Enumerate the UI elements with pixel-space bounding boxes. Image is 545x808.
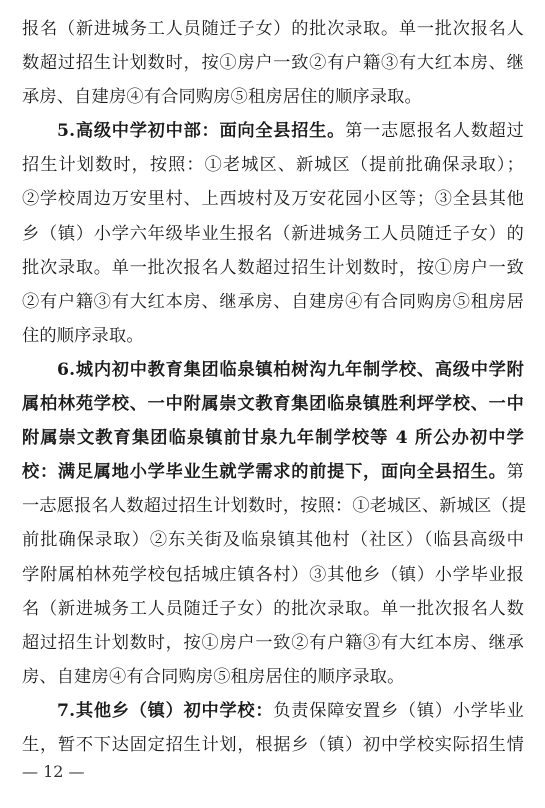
paragraph-line: 生，暂不下达固定招生计划，根据乡（镇）初中学校实际招生情	[22, 735, 524, 755]
paragraph-line: 承房、自建房④有合同购房⑤租房居住的顺序录取。	[22, 87, 422, 108]
paragraph-line: 前批确保录取）②东关街及临泉镇其他村（社区）（临县高级中	[22, 530, 524, 551]
section-6-heading-line: 属柏林苑学校、一中附属崇文教育集团临泉镇胜利坪学校、一中	[22, 394, 524, 415]
paragraph-line: 一志愿报名人数超过招生计划数时，按照：①老城区、新城区（提	[22, 496, 527, 517]
section-5-heading-line: 5.高级中学初中部：面向全县招生。第一志愿报名人数超过	[57, 121, 524, 142]
section-6-heading-line	[57, 355, 524, 385]
paragraph-line: 住的顺序录取。	[22, 325, 144, 346]
paragraph-line: 报名（新进城务工人员随迁子女）的批次录取。单一批次报名人	[22, 19, 524, 39]
section-6-heading: 6.城内初中教育集团临泉镇柏树沟九年制学校、高级中学附	[57, 359, 524, 380]
paragraph-line: 房、自建房④有合同购房⑤租房居住的顺序录取。	[22, 666, 405, 687]
section-7-heading: 7.其他乡（镇）初中学校：	[57, 700, 274, 721]
paragraph-line: 数超过招生计划数时，按①房户一致②有户籍③有大红本房、继	[22, 53, 524, 74]
paragraph-line: 超过招生计划数时，按①房户一致②有户籍③有大红本房、继承	[22, 632, 524, 653]
paragraph-line: 批次录取。单一批次报名人数超过招生计划数时，按①房户一致	[22, 257, 524, 278]
section-5-heading: 5.高级中学初中部：面向全县招生。	[57, 121, 346, 142]
paragraph-line: ②学校周边万安里村、上西坡村及万安花园小区等；③全县其他	[22, 189, 524, 210]
paragraph-line: 名（新进城务工人员随迁子女）的批次录取。单一批次报名人数	[22, 598, 524, 619]
paragraph-line: 学附属柏林苑学校包括城庄镇各村）③其他乡（镇）小学毕业报	[22, 564, 524, 585]
paragraph-line: ②有户籍③有大红本房、继承房、自建房④有合同购房⑤租房居	[22, 291, 524, 312]
section-6-heading-line: 附属崇文教育集团临泉镇前甘泉九年制学校等 4 所公办初中学	[22, 428, 524, 449]
paragraph-line: 乡（镇）小学六年级毕业生报名（新进城务工人员随迁子女）的	[22, 223, 524, 244]
section-7-heading-line: 7.其他乡（镇）初中学校：负责保障安置乡（镇）小学毕业	[57, 700, 524, 721]
paragraph-line: 招生计划数时，按照：①老城区、新城区（提前批确保录取）；	[22, 155, 524, 176]
page-number: — 12 —	[22, 762, 85, 781]
section-6-heading-line: 校：满足属地小学毕业生就学需求的前提下，面向全县招生。第	[22, 462, 524, 483]
